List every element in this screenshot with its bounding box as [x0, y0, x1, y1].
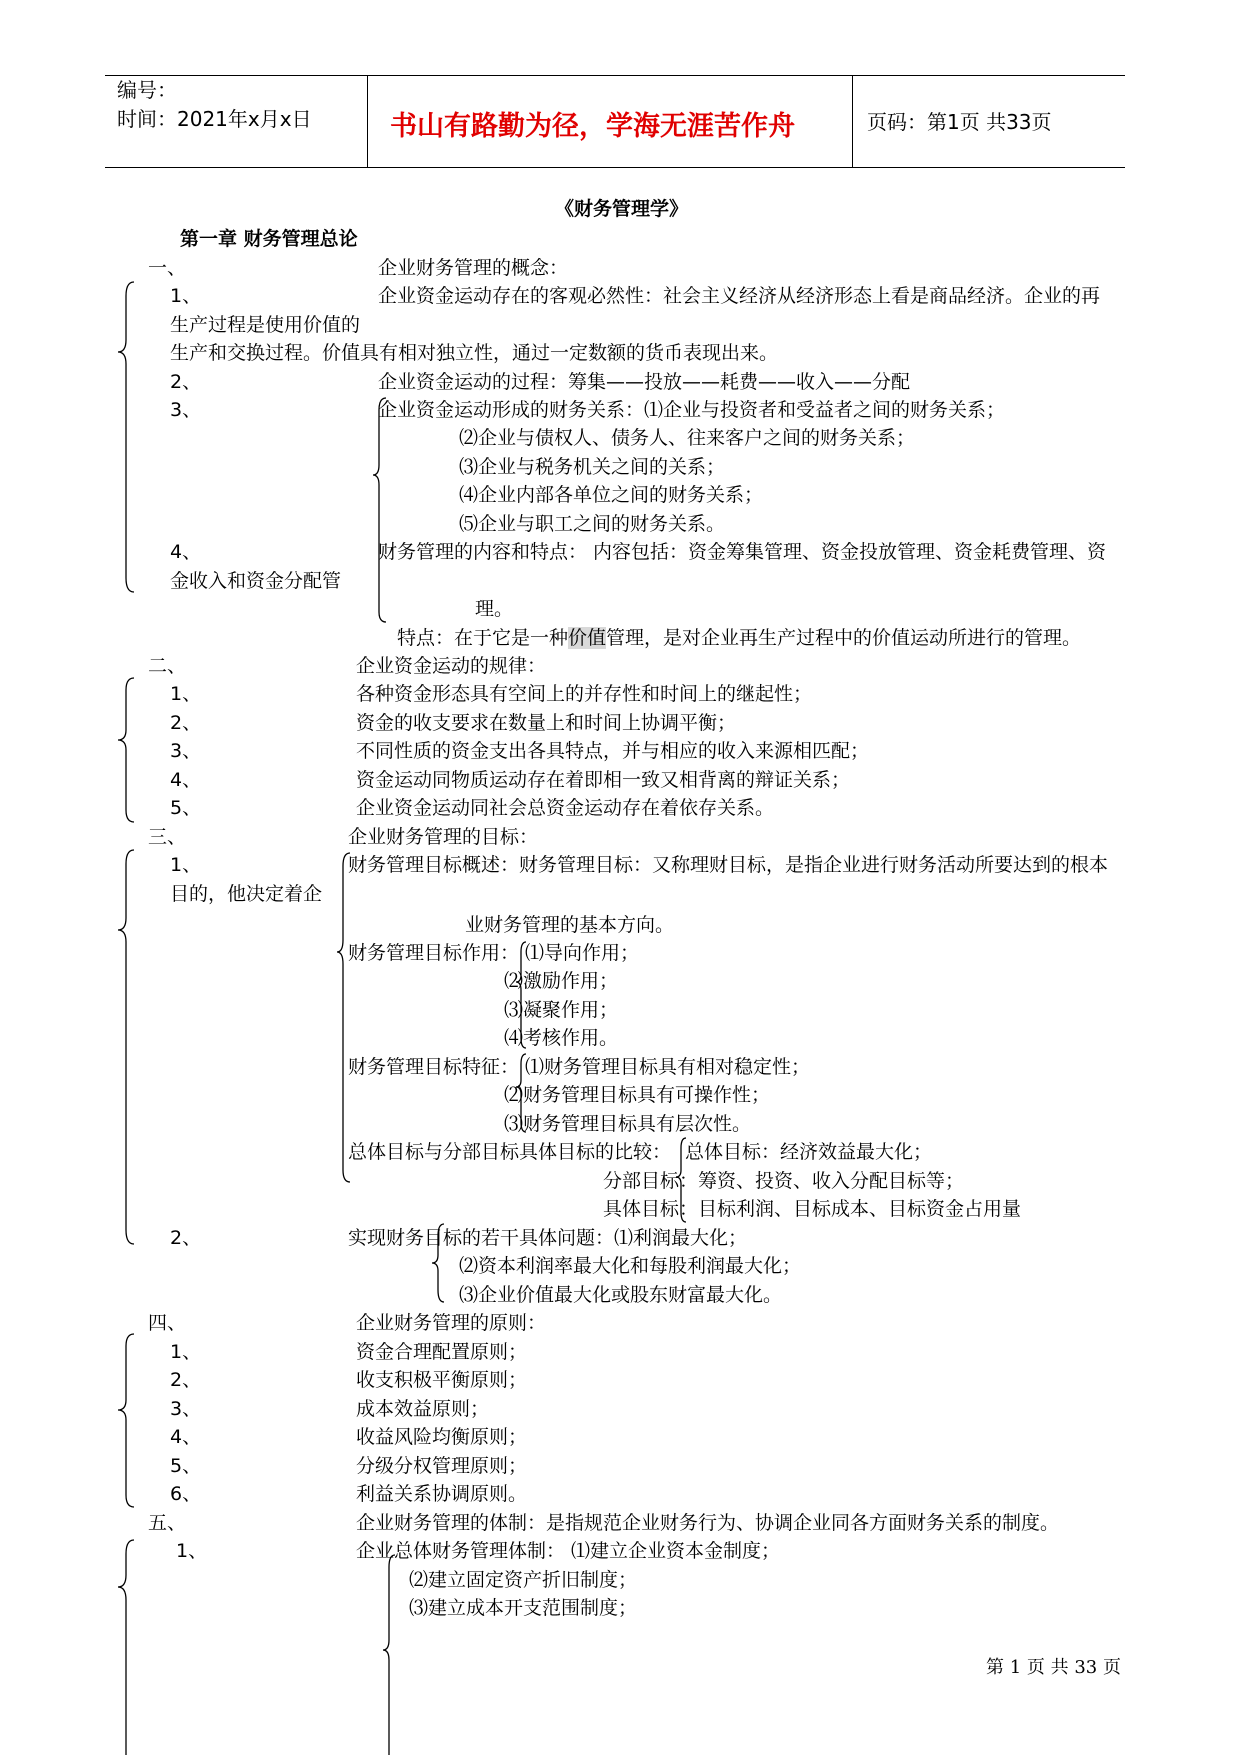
sec3-role: ⑴导向作用； — [525, 942, 640, 964]
sec3-role: ⑷考核作用。 — [504, 1027, 619, 1049]
sec2-item-text: 资金运动同物质运动存在着即相一致又相背离的辩证关系； — [356, 769, 851, 791]
sec3-feat: ⑶财务管理目标具有层次性。 — [504, 1113, 752, 1135]
brace-sec5 — [118, 1540, 134, 1755]
motto: 书山有路勤为径，学海无涯苦作舟 — [390, 111, 795, 142]
time-label: 时间：2021年x月x日 — [117, 107, 312, 131]
sec4-item-text: 分级分权管理原则； — [356, 1455, 528, 1477]
sec2-item-text: 不同性质的资金支出各具特点，并与相应的收入来源相匹配； — [356, 740, 870, 762]
sec1-item1-text: 企业资金运动存在的客观必然性：社会主义经济从经济形态上看是商品经济。企业的再 — [378, 285, 1101, 307]
sec1-item1-num: 1、 — [170, 285, 202, 307]
sec1-item3-text: 企业资金运动形成的财务关系：⑴企业与投资者和受益者之间的财务关系； — [378, 399, 1006, 421]
sec1-num: 一、 — [148, 257, 187, 279]
sec3-role-label: 财务管理目标作用： — [348, 942, 520, 964]
sec5-title: 企业财务管理的体制：是指规范企业财务行为、协调企业同各方面财务关系的制度。 — [356, 1512, 1060, 1534]
sec1-item1-cont1: 生产过程是使用价值的 — [170, 314, 361, 336]
sec4-item-num: 3、 — [170, 1398, 202, 1420]
sec1-item3-sub: ⑸企业与职工之间的财务关系。 — [459, 513, 726, 535]
sec3-feat: ⑴财务管理目标具有相对稳定性； — [525, 1056, 811, 1078]
sec3-item1-cont: 目的，他决定着企 — [170, 883, 323, 905]
sec4-item-text: 利益关系协调原则。 — [356, 1483, 528, 1505]
sec1-item2-text: 企业资金运动的过程：筹集——投放——耗费——收入——分配 — [378, 371, 911, 393]
sec1-item3-num: 3、 — [170, 399, 202, 421]
sec3-cmp: 总体目标：经济效益最大化； — [685, 1141, 933, 1163]
chapter-title: 第一章 财务管理总论 — [180, 228, 358, 250]
sec3-role: ⑵激励作用； — [504, 970, 619, 992]
sec5-num: 五、 — [148, 1512, 187, 1534]
brace-sec1-item3 — [373, 398, 386, 622]
sec2-item-num: 4、 — [170, 769, 202, 791]
sec3-item2-num: 2、 — [170, 1227, 202, 1249]
brace-sec5-item1 — [383, 1555, 395, 1755]
sec4-num: 四、 — [148, 1312, 187, 1334]
sec2-item-num: 3、 — [170, 740, 202, 762]
sec4-item-num: 2、 — [170, 1369, 202, 1391]
sec3-item2-sub: ⑶企业价值最大化或股东财富最大化。 — [459, 1284, 783, 1306]
sec3-item2-text: 实现财务目标的若干具体问题：⑴利润最大化； — [348, 1227, 748, 1249]
sec2-item-num: 5、 — [170, 797, 202, 819]
brace-sec2 — [118, 678, 134, 822]
sec2-item-num: 1、 — [170, 683, 202, 705]
sec3-item1-num: 1、 — [170, 854, 202, 876]
sec3-overview-cont: 业财务管理的基本方向。 — [465, 914, 675, 936]
sec5-item1-text: 企业总体财务管理体制： ⑴建立企业资本金制度； — [356, 1540, 781, 1562]
sec1-item1-cont2: 生产和交换过程。价值具有相对独立性，通过一定数额的货币表现出来。 — [170, 342, 779, 364]
sec1-item4-num: 4、 — [170, 541, 202, 563]
serial-label: 编号： — [117, 78, 177, 102]
sec2-num: 二、 — [148, 655, 187, 677]
sec2-item-text: 企业资金运动同社会总资金运动存在着依存关系。 — [356, 797, 775, 819]
sec1-item2-num: 2、 — [170, 371, 202, 393]
sec5-item1-num: 1、 — [176, 1540, 208, 1562]
doc-title: 《财务管理学》 — [555, 198, 689, 220]
brace-sec4 — [118, 1334, 134, 1507]
sec4-item-text: 收益风险均衡原则； — [356, 1426, 528, 1448]
sec3-feat: ⑵财务管理目标具有可操作性； — [504, 1084, 771, 1106]
sec4-item-num: 4、 — [170, 1426, 202, 1448]
sec5-item1-sub: ⑶建立成本开支范围制度； — [409, 1597, 638, 1619]
sec1-item4-cont1: 金收入和资金分配管 — [170, 570, 342, 592]
sec4-item-num: 5、 — [170, 1455, 202, 1477]
sec3-cmp: 具体目标：目标利润、目标成本、目标资金占用量 — [603, 1198, 1022, 1220]
brace-sec1 — [118, 282, 134, 592]
footer-page-number: 第 1 页 共 33 页 — [986, 1657, 1121, 1678]
sec1-item4-cont2: 理。 — [475, 598, 514, 620]
page-code: 页码：第1页 共33页 — [867, 110, 1052, 134]
sec3-cmp: 分部目标：筹资、投资、收入分配目标等； — [603, 1170, 965, 1192]
sec4-title: 企业财务管理的原则： — [356, 1312, 547, 1334]
sec1-item3-sub: ⑷企业内部各单位之间的财务关系； — [459, 484, 764, 506]
sec2-title: 企业资金运动的规律： — [356, 655, 547, 677]
brace-sec3-item1 — [337, 853, 350, 1182]
sec1-item3-sub: ⑶企业与税务机关之间的关系； — [459, 456, 726, 478]
sec3-title: 企业财务管理的目标： — [348, 826, 539, 848]
sec4-item-text: 资金合理配置原则； — [356, 1341, 528, 1363]
feature-text-a: 特点：在于它是一种 — [397, 627, 569, 649]
sec1-item3-sub: ⑵企业与债权人、债务人、往来客户之间的财务关系； — [459, 427, 916, 449]
sec2-item-text: 资金的收支要求在数量上和时间上协调平衡； — [356, 712, 737, 734]
feature-text-b: 管理，是对企业再生产过程中的价值运动所进行的管理。 — [606, 627, 1082, 649]
sec4-item-num: 1、 — [170, 1341, 202, 1363]
sec4-item-text: 成本效益原则； — [356, 1398, 490, 1420]
sec3-overview: 财务管理目标概述：财务管理目标：又称理财目标，是指企业进行财务活动所要达到的根本 — [348, 854, 1109, 876]
sec4-item-text: 收支积极平衡原则； — [356, 1369, 528, 1391]
sec4-item-num: 6、 — [170, 1483, 202, 1505]
sec5-item1-sub: ⑵建立固定资产折旧制度； — [409, 1569, 638, 1591]
sec3-role: ⑶凝聚作用； — [504, 999, 619, 1021]
sec2-item-num: 2、 — [170, 712, 202, 734]
sec3-feat-label: 财务管理目标特征： — [348, 1056, 520, 1078]
sec3-num: 三、 — [148, 826, 187, 848]
sec3-item2-sub: ⑵资本利润率最大化和每股利润最大化； — [459, 1255, 802, 1277]
feature-highlight: 价值 — [568, 627, 607, 649]
sec1-item4-feature — [397, 626, 1081, 650]
sec2-item-text: 各种资金形态具有空间上的并存性和时间上的继起性； — [356, 683, 813, 705]
sec3-cmp-label: 总体目标与分部目标具体目标的比较： — [348, 1141, 672, 1163]
brace-sec3 — [118, 850, 134, 1244]
sec1-title: 企业财务管理的概念： — [378, 257, 569, 279]
sec1-item4-text: 财务管理的内容和特点： 内容包括：资金筹集管理、资金投放管理、资金耗费管理、资 — [378, 541, 1107, 563]
